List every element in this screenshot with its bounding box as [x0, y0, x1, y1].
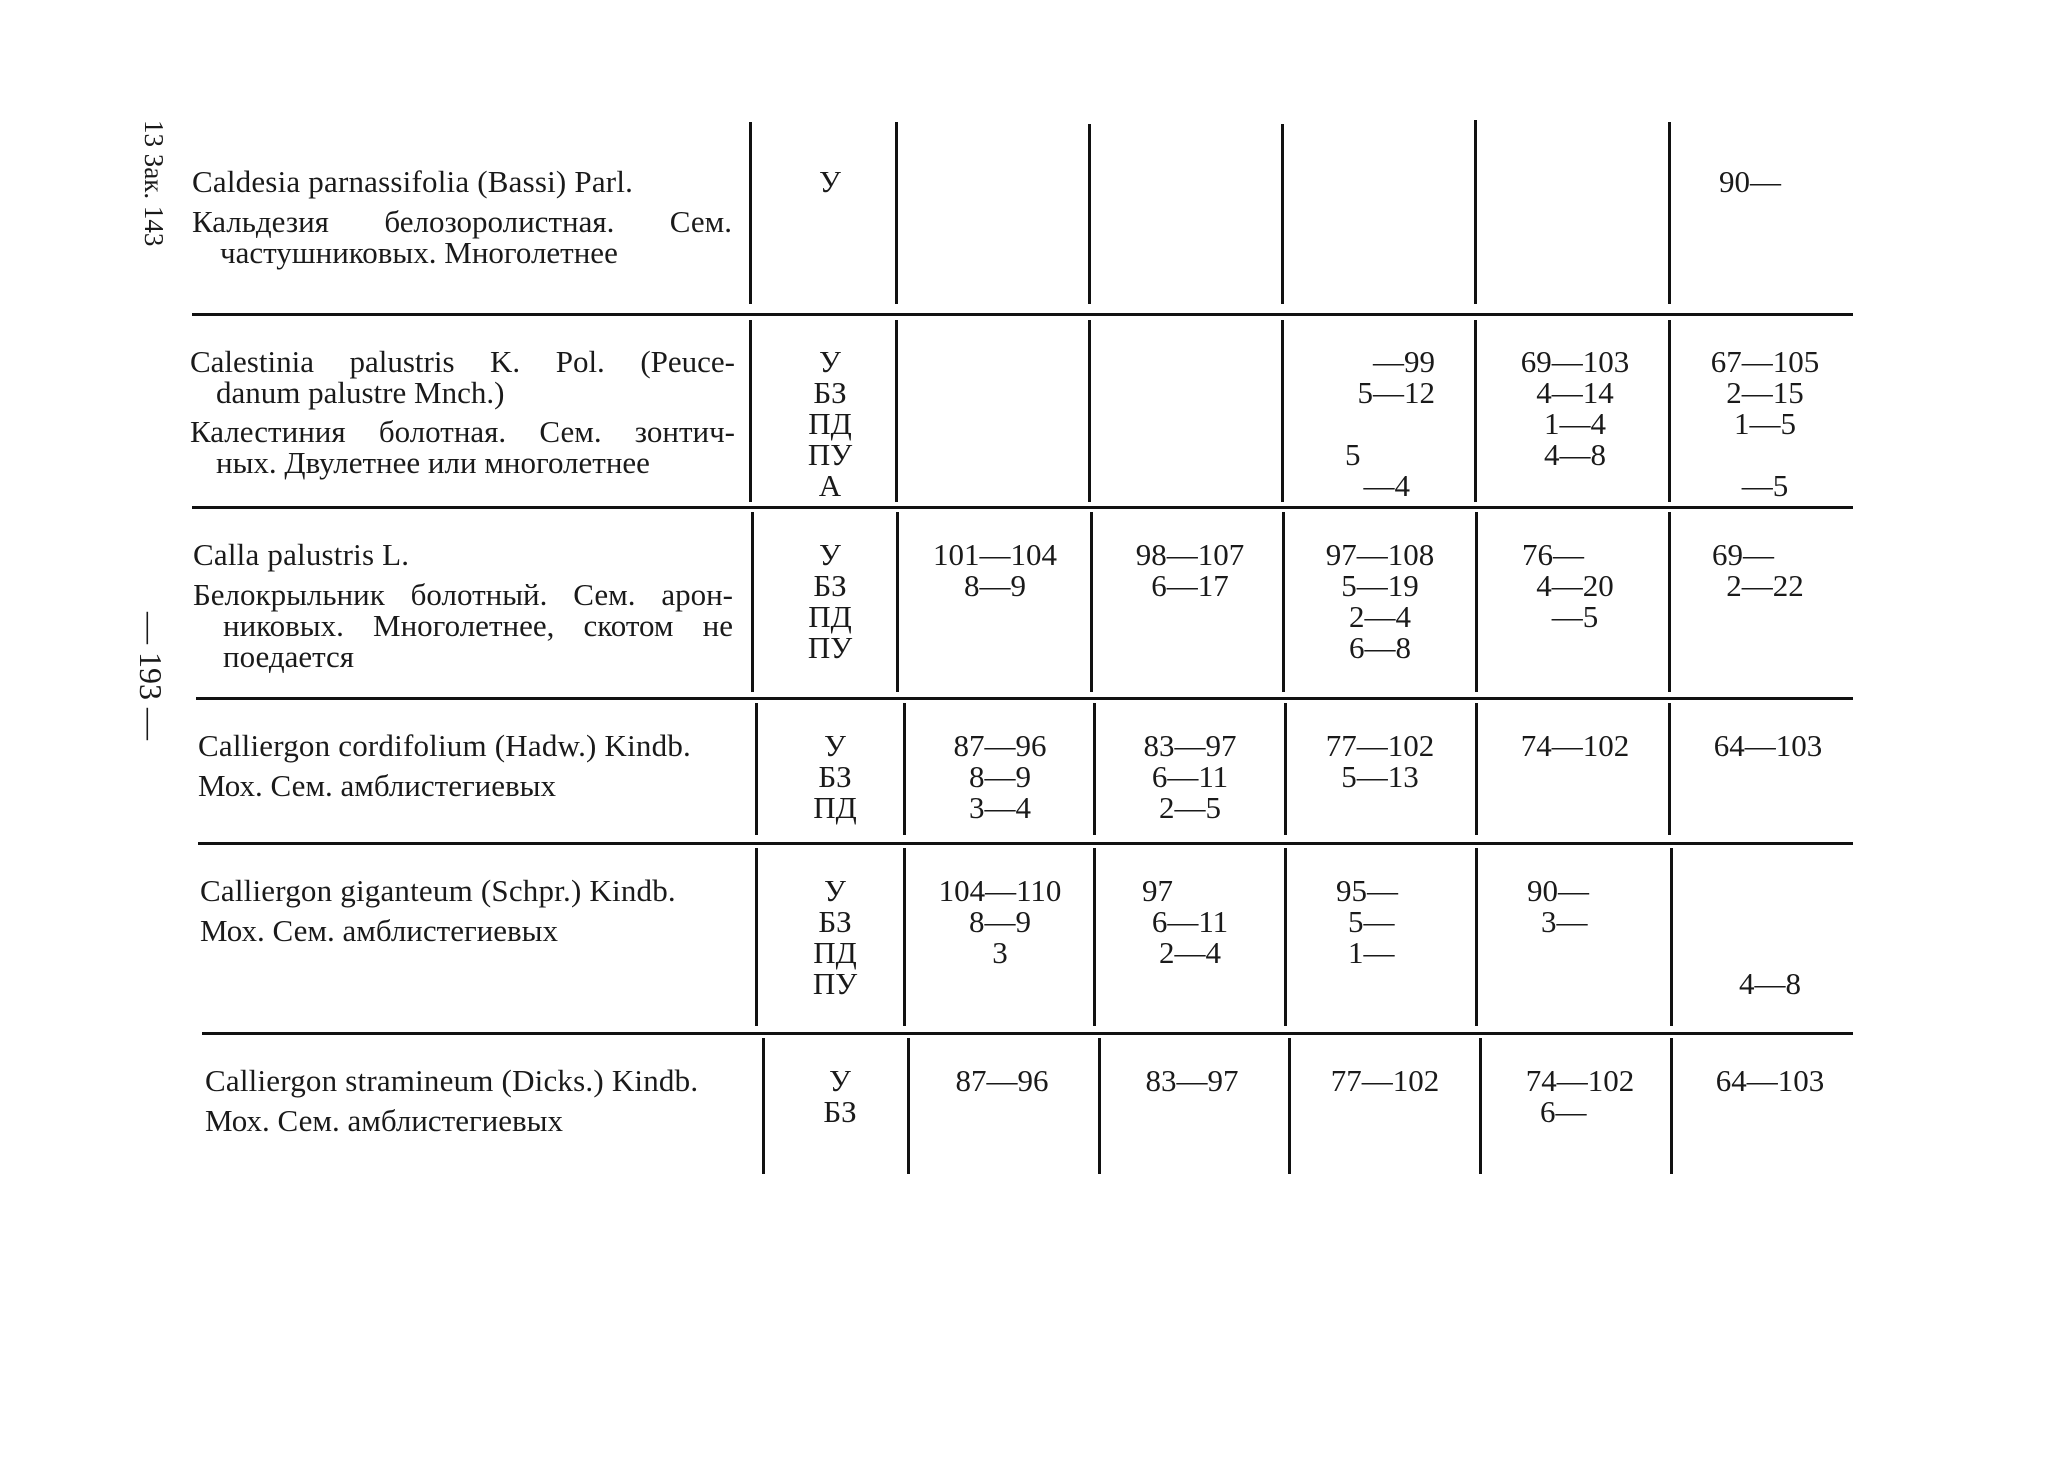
value: 8—9: [969, 904, 1031, 939]
row-separator: [198, 842, 1853, 845]
value-cell: [1690, 346, 1840, 501]
value: 2—4: [1159, 935, 1221, 970]
code: ПД: [813, 790, 857, 825]
russian-line: ных. Двулетнее или многолетнее: [216, 445, 650, 480]
value-cell: [1300, 730, 1460, 792]
column-divider: [1098, 1038, 1101, 1174]
column-divider: [1670, 848, 1673, 1026]
value: 6—11: [1151, 904, 1229, 939]
code: У: [819, 344, 841, 379]
column-divider: [749, 320, 752, 502]
value: 8—9: [969, 759, 1031, 794]
value: 6—8: [1349, 630, 1411, 665]
value: 5—: [1348, 904, 1395, 939]
value: [1690, 937, 1850, 968]
value: 3—: [1541, 904, 1588, 939]
column-divider: [1093, 848, 1096, 1026]
value: 95—: [1336, 873, 1398, 908]
species-description: [193, 539, 733, 672]
value: 2—5: [1159, 790, 1221, 825]
value: [1690, 439, 1840, 470]
value: 64—103: [1713, 728, 1823, 763]
value: —99: [1373, 344, 1435, 379]
value: 87—96: [953, 728, 1047, 763]
value: 74—102: [1525, 1063, 1635, 1098]
value-cell: [1495, 730, 1655, 761]
column-divider: [895, 320, 898, 502]
value: 1—: [1348, 935, 1395, 970]
value: —4: [1363, 468, 1410, 503]
code: У: [829, 1063, 851, 1098]
value: 1—5: [1734, 406, 1796, 441]
value: 69—103: [1520, 344, 1630, 379]
value: 3: [992, 935, 1008, 970]
indicator-codes: [775, 875, 895, 999]
value-cell: [1110, 875, 1270, 968]
column-divider: [1479, 1038, 1482, 1174]
column-divider: [1288, 1038, 1291, 1174]
russian-line: Кальдезия белозоролистная. Сем.: [192, 204, 732, 239]
value: 101—104: [933, 537, 1057, 572]
column-divider: [903, 848, 906, 1026]
species-description: [200, 875, 745, 946]
value: 5—12: [1357, 375, 1435, 410]
value: 77—102: [1325, 728, 1435, 763]
code: БЗ: [818, 904, 852, 939]
code: ПД: [808, 599, 852, 634]
code: А: [818, 468, 842, 503]
value: 6—17: [1151, 568, 1229, 603]
latin-name-cont: danum palustre Mnch.): [216, 375, 505, 410]
page-number: — 193 —: [133, 612, 169, 740]
indicator-codes: [780, 1065, 900, 1127]
column-divider: [1670, 1038, 1673, 1174]
value-cell: [1690, 539, 1840, 601]
latin-name: Calla palustris L.: [193, 537, 410, 572]
species-description: [205, 1065, 755, 1136]
russian-line: никовых. Многолетнее, скотом не: [223, 608, 733, 643]
column-divider: [1093, 703, 1096, 835]
code: ПД: [813, 935, 857, 970]
code: У: [819, 537, 841, 572]
species-description: [190, 346, 735, 478]
column-divider: [755, 703, 758, 835]
value: 6—11: [1151, 759, 1229, 794]
column-divider: [755, 848, 758, 1026]
indicator-codes: [770, 539, 890, 663]
code: БЗ: [823, 1094, 857, 1129]
russian-line: частушниковых. Многолетнее: [220, 235, 618, 270]
value-cell: [1690, 1065, 1850, 1096]
value: 97—108: [1325, 537, 1435, 572]
value-cell: [922, 1065, 1082, 1096]
value-cell: [1688, 730, 1848, 761]
value: —5: [1551, 599, 1599, 634]
column-divider: [907, 1038, 910, 1174]
code: ПУ: [812, 966, 858, 1001]
value: 90—: [1719, 164, 1781, 199]
value: 6—: [1540, 1094, 1587, 1129]
column-divider: [749, 122, 752, 304]
code: ПД: [808, 406, 852, 441]
column-divider: [1668, 122, 1671, 304]
indicator-codes: [775, 730, 895, 823]
species-description: [198, 730, 743, 801]
value: 83—97: [1143, 728, 1237, 763]
code: БЗ: [818, 759, 852, 794]
value-cell: [1690, 875, 1850, 999]
value: 77—102: [1330, 1063, 1440, 1098]
value-cell: [1680, 166, 1820, 197]
value-cell: [1110, 730, 1270, 823]
value: [1690, 906, 1850, 937]
value: 4—20: [1536, 568, 1614, 603]
value: 64—103: [1715, 1063, 1825, 1098]
russian-description: [192, 206, 732, 268]
latin-name: Calliergon cordifolium (Hadw.) Kindb.: [198, 728, 691, 763]
value-cell: [1110, 539, 1270, 601]
russian-line: поедается: [223, 639, 355, 674]
column-divider: [1088, 124, 1091, 304]
code: У: [824, 873, 846, 908]
value: 83—97: [1145, 1063, 1239, 1098]
row-separator: [202, 1032, 1853, 1035]
russian-line: Мох. Сем. амблистегиевых: [200, 913, 558, 948]
value: 2—15: [1726, 375, 1804, 410]
column-divider: [751, 512, 754, 692]
value: 67—105: [1710, 344, 1820, 379]
value: 76—: [1522, 537, 1584, 572]
value: 3—4: [969, 790, 1031, 825]
value: 98—107: [1135, 537, 1245, 572]
column-divider: [896, 512, 899, 692]
code: У: [819, 164, 841, 199]
column-divider: [1475, 703, 1478, 835]
latin-name: Calestinia palustris K. Pol. (Peuce-: [190, 344, 735, 379]
indicator-codes: [770, 166, 890, 197]
column-divider: [1281, 124, 1284, 304]
latin-name: Caldesia parnassifolia (Bassi) Parl.: [192, 164, 634, 199]
value-cell: [1300, 875, 1460, 968]
value: 8—9: [964, 568, 1026, 603]
value: 1—4: [1544, 406, 1606, 441]
value: 5—19: [1341, 568, 1419, 603]
value-cell: [920, 875, 1080, 968]
latin-name: Calliergon stramineum (Dicks.) Kindb.: [205, 1063, 699, 1098]
russian-line: Белокрыльник болотный. Сем. арон-: [193, 577, 733, 612]
value: 4—14: [1536, 375, 1614, 410]
value-cell: [1305, 1065, 1465, 1096]
column-divider: [1284, 703, 1287, 835]
order-note: 13 Зак. 143: [139, 120, 169, 247]
code: ПУ: [807, 437, 853, 472]
value: 4—8: [1544, 437, 1606, 472]
value: [1690, 875, 1850, 906]
column-divider: [1090, 512, 1093, 692]
row-separator: [192, 506, 1853, 509]
column-divider: [903, 703, 906, 835]
value: 90—: [1527, 873, 1589, 908]
column-divider: [1475, 848, 1478, 1026]
value-cell: [1495, 875, 1655, 937]
column-divider: [762, 1038, 765, 1174]
russian-line: Мох. Сем. амблистегиевых: [198, 768, 556, 803]
value-cell: [1112, 1065, 1272, 1096]
value: 87—96: [955, 1063, 1049, 1098]
latin-name: Calliergon giganteum (Schpr.) Kindb.: [200, 873, 676, 908]
code: БЗ: [813, 568, 847, 603]
russian-line: Мох. Сем. амблистегиевых: [205, 1103, 563, 1138]
indicator-codes: [770, 346, 890, 501]
value-cell: [1300, 539, 1460, 663]
value-cell: [920, 730, 1080, 823]
value: 97: [1142, 873, 1173, 908]
species-description: [192, 166, 732, 268]
column-divider: [895, 122, 898, 304]
value-cell: [1500, 1065, 1660, 1127]
value: 69—: [1712, 537, 1774, 572]
value: 2—22: [1726, 568, 1804, 603]
column-divider: [1668, 320, 1671, 502]
value-cell: [1500, 346, 1650, 470]
value: 5: [1345, 437, 1361, 472]
column-divider: [1668, 512, 1671, 692]
column-divider: [1475, 512, 1478, 692]
value: 5—13: [1341, 759, 1419, 794]
column-divider: [1282, 512, 1285, 692]
value: 74—102: [1520, 728, 1630, 763]
value-cell: [915, 539, 1075, 601]
column-divider: [1474, 120, 1477, 304]
value: 4—8: [1739, 966, 1801, 1001]
value: [1315, 408, 1465, 439]
column-divider: [1281, 320, 1284, 502]
value-cell: [1500, 539, 1650, 632]
column-divider: [1474, 320, 1477, 502]
value-cell: [1315, 346, 1465, 501]
row-separator: [192, 313, 1853, 316]
value: 104—110: [938, 873, 1062, 908]
row-separator: [196, 697, 1853, 700]
code: БЗ: [813, 375, 847, 410]
column-divider: [1088, 320, 1091, 502]
column-divider: [1668, 703, 1671, 835]
code: У: [824, 728, 846, 763]
russian-line: Калестиния болотная. Сем. зонтич-: [190, 414, 735, 449]
code: ПУ: [807, 630, 853, 665]
value: —5: [1741, 468, 1789, 503]
column-divider: [1284, 848, 1287, 1026]
value: 2—4: [1349, 599, 1411, 634]
